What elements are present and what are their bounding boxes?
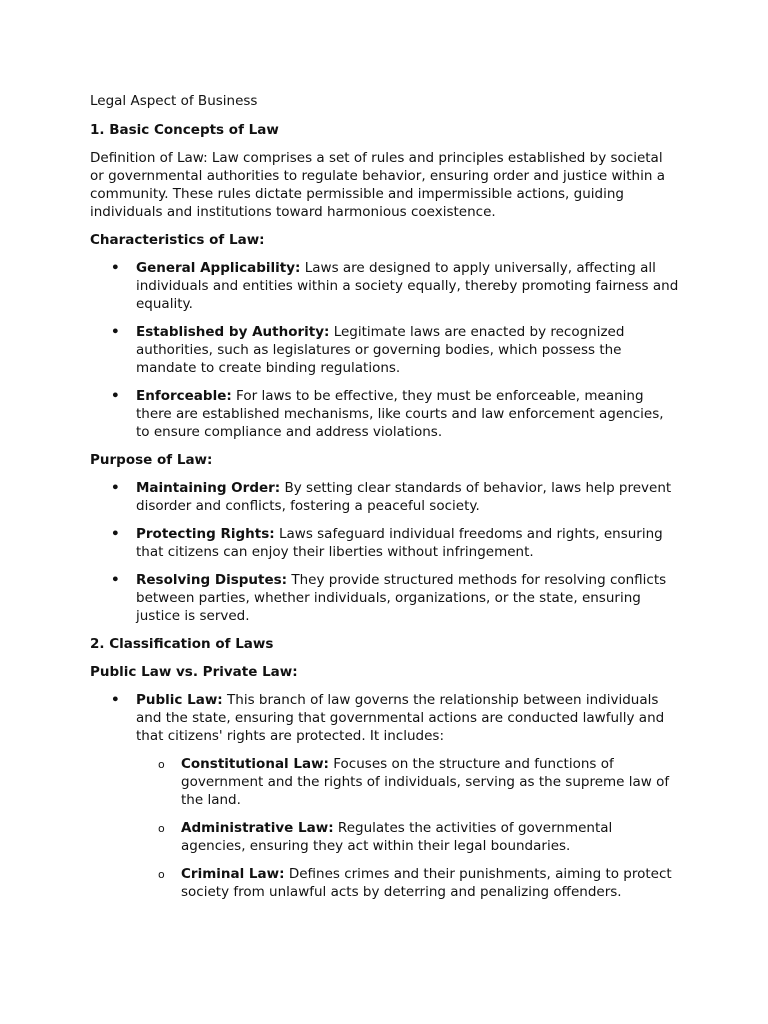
bullet-icon: • <box>111 388 120 404</box>
item-text: This branch of law governs the relationship between individuals and the state, ensuring that governmental actions are conducted lawfully and that citizens' rights are protected. It includes: <box>136 692 665 744</box>
list-item <box>90 525 680 561</box>
list-item <box>90 323 680 377</box>
item-text: Laws are designed to apply universally, affecting all individuals and entities within a society equally, thereby promoting fairness and equality. <box>136 260 679 312</box>
item-term: Enforceable: <box>136 388 232 404</box>
item-term: Criminal Law: <box>181 866 285 882</box>
circle-bullet-icon: o <box>158 822 165 835</box>
public-law-sublist <box>136 755 680 901</box>
section-heading-basic-concepts: 1. Basic Concepts of Law <box>90 122 279 138</box>
circle-bullet-icon: o <box>158 868 165 881</box>
sub-list-item <box>136 755 680 809</box>
item-text: For laws to be effective, they must be enforceable, meaning there are established mechanisms, like courts and law enforcement agencies, to ensure compliance and address violations. <box>136 388 664 440</box>
purpose-list <box>90 479 680 625</box>
list-item <box>90 571 680 625</box>
item-text: Defines crimes and their punishments, aiming to protect society from unlawful acts by deterring and penalizing offenders. <box>181 866 672 900</box>
item-term: Public Law: <box>136 692 223 708</box>
item-term: Resolving Disputes: <box>136 572 288 588</box>
bullet-icon: • <box>111 572 120 588</box>
item-term: Protecting Rights: <box>136 526 275 542</box>
item-term: Maintaining Order: <box>136 480 281 496</box>
list-item <box>90 259 680 313</box>
item-term: General Applicability: <box>136 260 301 276</box>
item-text: They provide structured methods for resolving conflicts between parties, whether individuals, organizations, or the state, ensuring justice is served. <box>136 572 667 624</box>
public-private-heading: Public Law vs. Private Law: <box>90 664 298 680</box>
definition-paragraph: Definition of Law: Law comprises a set of rules and principles established by societal or governmental authorities to regulate behavior, ensuring order and justice within a community. These rules dictate permissible and impermissible actions, guiding individuals and institutions toward harmonious coexistence. <box>90 150 665 220</box>
item-term: Administrative Law: <box>181 820 334 836</box>
characteristics-list <box>90 259 680 441</box>
item-text: Regulates the activities of governmental agencies, ensuring they act within their legal boundaries. <box>181 820 613 854</box>
item-term: Constitutional Law: <box>181 756 329 772</box>
bullet-icon: • <box>111 692 120 708</box>
list-item <box>90 479 680 515</box>
item-text: Laws safeguard individual freedoms and rights, ensuring that citizens can enjoy their liberties without infringement. <box>136 526 663 560</box>
bullet-icon: • <box>111 526 120 542</box>
section-heading-classification: 2. Classification of Laws <box>90 636 274 652</box>
bullet-icon: • <box>111 480 120 496</box>
circle-bullet-icon: o <box>158 758 165 771</box>
public-private-list <box>90 691 680 901</box>
purpose-heading: Purpose of Law: <box>90 452 213 468</box>
list-item <box>90 387 680 441</box>
item-term: Established by Authority: <box>136 324 330 340</box>
item-text: By setting clear standards of behavior, laws help prevent disorder and conflicts, fostering a peaceful society. <box>136 480 672 514</box>
item-text: Focuses on the structure and functions of government and the rights of individuals, serving as the supreme law of the land. <box>181 756 670 808</box>
bullet-icon: • <box>111 260 120 276</box>
document-title: Legal Aspect of Business <box>90 93 258 109</box>
sub-list-item <box>136 865 680 901</box>
characteristics-heading: Characteristics of Law: <box>90 232 265 248</box>
list-item <box>90 691 680 901</box>
bullet-icon: • <box>111 324 120 340</box>
item-text: Legitimate laws are enacted by recognized authorities, such as legislatures or governing bodies, which possess the mandate to create binding regulations. <box>136 324 625 376</box>
sub-list-item <box>136 819 680 855</box>
